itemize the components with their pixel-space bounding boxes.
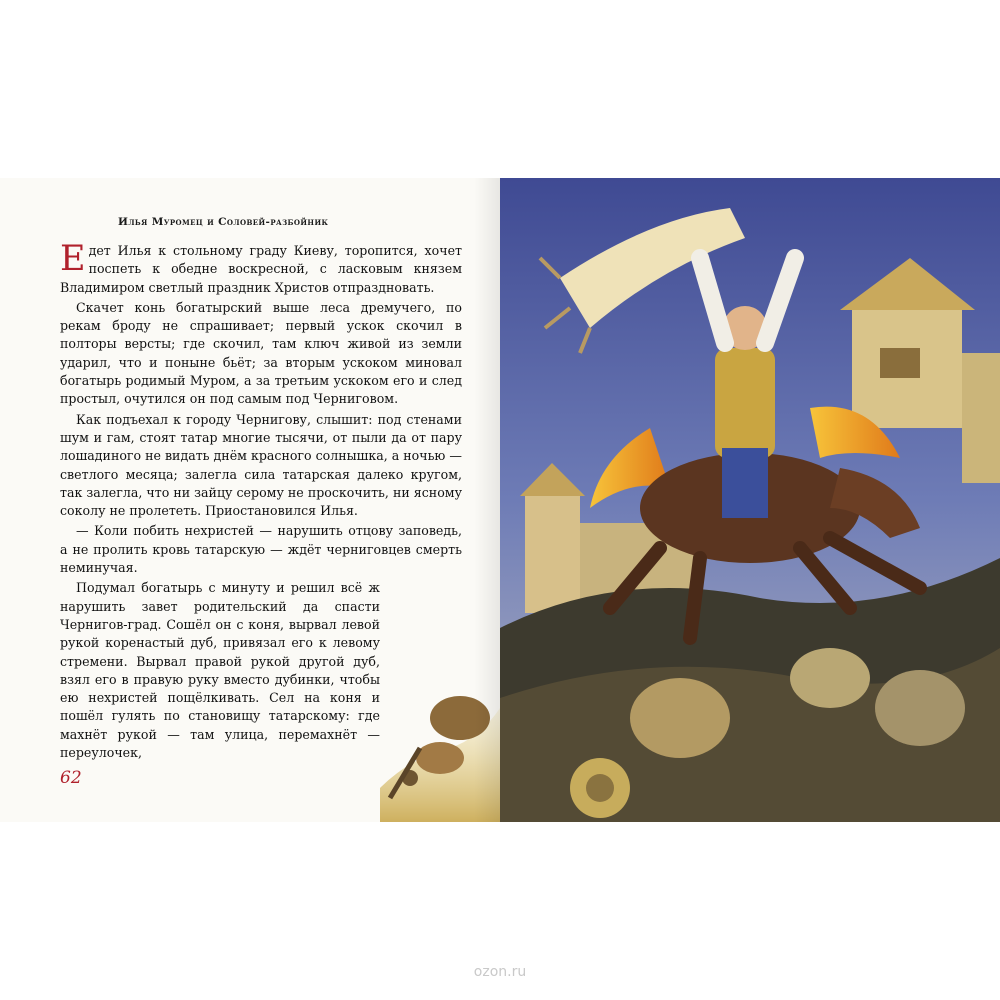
ilya-muromets-illustration — [500, 178, 1000, 822]
drop-cap: Е — [60, 239, 86, 279]
left-page — [0, 178, 501, 822]
paragraph — [60, 239, 462, 297]
paragraph: Скачет конь богатырский выше леса дремучего, по рекам броду не спрашивает; первый ускок скочил в полторы версты; где скочил, там ключ живой из земли ударил, что и поныне бьёт; за вторым ускоком миновал богатырь родимый Муром, а за третьим ускоком его и след простыл, очутился он под самым под Черниговом. — [60, 299, 462, 407]
paragraph: — Коли побить нехристей — нарушить отцову заповедь, а не пролить кровь татарскую — ждёт черниговцев смерть неминучая. — [60, 523, 462, 576]
right-page — [500, 178, 1000, 822]
paragraph: Как подъехал к городу Чернигову, слышит: под стенами шум и гам, стоят татар многие тысячи, от пыли да от пару лошадиного не видать днём красного солнышка, а ночью — светлого месяца; залегла сила татарская далеко кругом, так залегла, что ни зайцу серому не проскочить, ни ясному соколу не пролететь. Приостановился Илья. — [60, 411, 462, 519]
page-number: 62 — [60, 768, 82, 788]
chapter-title: Илья Муромец и Соловей-разбойник — [118, 216, 329, 228]
paragraph: Подумал богатырь с минуту и решил всё ж нарушить завет родительский да спасти Чернигов-град. Сошёл он с коня, вырвал левой рукой коренастый дуб, привязал его к левому стремени. Вырвал правой рукой другой дуб, взял его в правую руку вместо дубинки, чтобы ею нехристей пощёлкивать. Сел на коня и пошёл гулять по становищу татарскому: где махнёт рукой — там улица, перемахнёт — переулочек, — [60, 580, 380, 761]
fallen-warriors-illustration — [380, 648, 500, 822]
book-spread — [0, 178, 1000, 822]
watermark: ozon.ru — [473, 964, 527, 980]
paragraph-text: дет Илья к стольному граду Киеву, торопится, хочет поспеть к обедне воскресной, с ласковым князем Владимиром светлый праздник Христов отпраздновать. — [60, 243, 462, 295]
